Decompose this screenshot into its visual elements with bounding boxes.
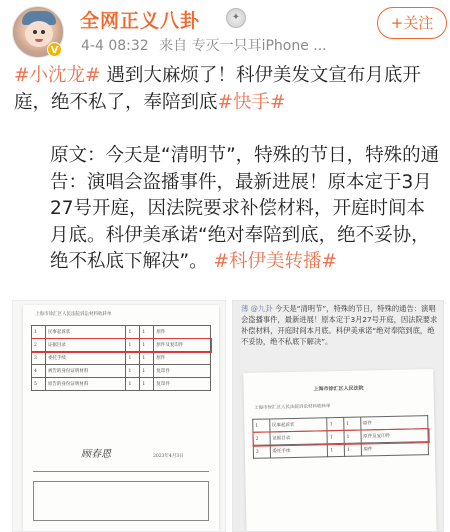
table-cell: 1	[126, 378, 140, 391]
table-row	[32, 365, 211, 378]
image-caption	[241, 303, 439, 347]
court-document-photo	[243, 369, 437, 532]
account-name[interactable]: 全网正义八卦	[80, 10, 201, 32]
post-title	[14, 62, 440, 116]
avatar-eye-right	[41, 30, 45, 34]
table-row	[32, 378, 211, 391]
table-cell: 1	[126, 326, 140, 339]
table-cell: 委托手续	[270, 444, 328, 458]
doc-table	[31, 325, 211, 391]
table-cell: 1	[126, 352, 140, 365]
table-cell: 证据目录	[45, 339, 126, 352]
doc-table-2	[252, 415, 429, 459]
court-document	[23, 305, 219, 531]
table-row	[32, 326, 211, 339]
table-cell: 1	[140, 378, 154, 391]
doc-footer-box	[33, 481, 209, 521]
doc-header: 上海市徐汇区人民法院诉讼材料收转单	[253, 404, 331, 411]
table-cell: 1	[327, 417, 344, 430]
table-cell: 被告的身份证明材料	[45, 365, 126, 378]
court-title: 上海市徐汇区人民法院	[313, 385, 364, 393]
table-cell: 证据目录	[270, 431, 328, 445]
table-cell: 4	[32, 365, 46, 378]
table-cell: 原告的身份证明材料	[45, 378, 126, 391]
table-cell: 1	[140, 339, 154, 352]
table-cell: 原件及复印件	[361, 429, 429, 443]
signature: 顾春恩	[81, 449, 111, 460]
table-cell: 3	[32, 352, 46, 365]
table-cell: 1	[344, 417, 361, 430]
table-cell: 民事起诉状	[45, 326, 126, 339]
table-cell: 原件及复印件	[154, 339, 211, 352]
table-cell: 1	[328, 443, 345, 456]
divider	[33, 471, 209, 472]
table-cell: 3	[253, 445, 270, 458]
table-cell: 原件	[360, 416, 428, 430]
doc-header: 上海市徐汇区人民法院诉讼材料收转单	[35, 312, 112, 317]
caption-user: 薄 @九卦	[241, 304, 273, 313]
post-source	[159, 38, 327, 54]
table-cell: 委托手续	[45, 352, 126, 365]
table-cell: 2	[32, 339, 46, 352]
table-cell: 原件	[361, 442, 429, 456]
post-header	[0, 0, 450, 62]
table-cell: 民事起诉状	[269, 418, 327, 432]
post-time: 4-4 08:32	[81, 38, 149, 54]
table-cell: 1	[126, 339, 140, 352]
table-cell: 1	[140, 352, 154, 365]
level-medal-icon: ✦	[226, 8, 246, 28]
table-cell: 原件	[154, 352, 211, 365]
caption-text: 今天是“清明节”，特殊的节日，特殊的通告：演唱会盗播事件，最新进展！原本定于3月27号开庭，因法院要求补偿材料，开庭时间本月底。科伊美承诺“绝对奉陪到底，绝不妥协，绝不私底下解决”。	[241, 304, 438, 346]
post-body-text: 原文：今天是“清明节”，特殊的节日，特殊的通告：演唱会盗播事件，最新进展！原本定于3月27号开庭，因法院要求补偿材料，开庭时间本月底。科伊美承诺“绝对奉陪到底，绝不妥协，绝不私底下解决”。	[50, 145, 440, 272]
title-text: 遇到大麻烦了！科伊美发文宣布月底开庭，绝不私了，奉陪到底	[14, 65, 421, 113]
table-cell: 1	[344, 430, 361, 443]
topic-link-keyimei[interactable]: #科伊美转播#	[213, 251, 337, 272]
post-image-1[interactable]	[12, 300, 226, 532]
source-prefix: 来自	[159, 38, 188, 54]
source-link[interactable]: 专灭一只耳iPhone ...	[191, 38, 327, 54]
table-cell: 原件	[154, 326, 211, 339]
table-cell: 1	[253, 419, 270, 432]
table-row	[253, 442, 428, 459]
topic-link-xiaoshenlong[interactable]: #小沈龙#	[14, 65, 101, 86]
follow-button[interactable]: +关注	[377, 7, 447, 39]
table-cell: 复印件	[154, 378, 211, 391]
table-cell: 1	[126, 365, 140, 378]
post-meta	[81, 35, 327, 55]
table-cell: 2	[253, 432, 270, 445]
table-cell: 1	[140, 326, 154, 339]
table-cell: 1	[140, 365, 154, 378]
table-cell: 1	[344, 443, 361, 456]
table-row-highlighted	[32, 339, 211, 352]
table-row	[32, 352, 211, 365]
table-cell: 1	[32, 326, 46, 339]
verified-badge-icon: V	[47, 42, 62, 57]
post-body-paragraph	[14, 143, 442, 276]
post-body	[14, 143, 442, 276]
table-cell: 复印件	[154, 365, 211, 378]
doc-date: 2023年4月3日	[153, 454, 184, 459]
topic-link-kuaishou[interactable]: #快手#	[217, 92, 286, 113]
avatar-eye-left	[33, 30, 37, 34]
post-image-2[interactable]	[232, 300, 444, 532]
table-cell: 5	[32, 378, 46, 391]
table-cell: 1	[327, 430, 344, 443]
